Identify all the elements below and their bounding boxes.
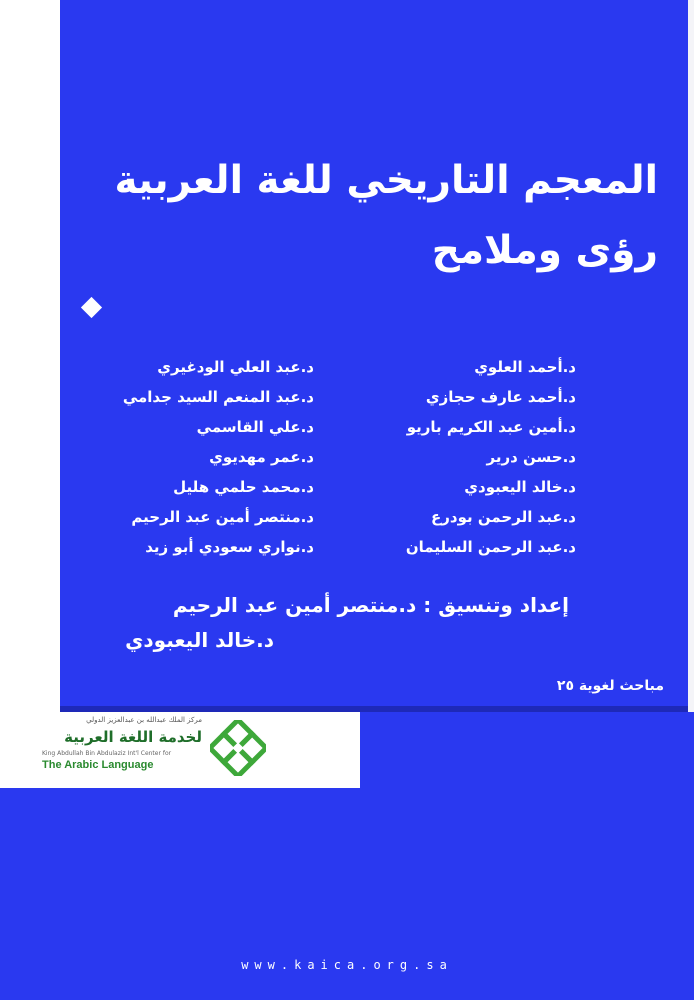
author-name: د.حسن درير <box>486 448 576 466</box>
book-title: المعجم التاريخي للغة العربية <box>114 158 658 203</box>
author-name: د.منتصر أمين عبد الرحيم <box>131 508 314 526</box>
authors-column-right <box>366 352 576 562</box>
author-name: د.أحمد العلوي <box>474 358 576 376</box>
publisher-name-ar: لخدمة اللغة العربية <box>64 728 202 746</box>
preparation-credit-second: د.خالد اليعبودي <box>125 628 274 652</box>
white-margin-right <box>688 0 694 712</box>
author-name: د.محمد حلمي هليل <box>173 478 314 496</box>
author-name: د.عبد المنعم السيد جدامي <box>122 388 314 406</box>
publisher-name-en: The Arabic Language <box>42 759 154 771</box>
authors-column-left <box>74 352 314 562</box>
publisher-website[interactable]: www.kaica.org.sa <box>241 958 453 972</box>
publisher-name-ar-small: مركز الملك عبدالله بن عبدالعزيز الدولي <box>86 716 202 724</box>
arabic-calligraphy-logo-icon <box>210 720 266 776</box>
diamond-ornament-icon <box>81 297 102 318</box>
author-name: د.نواري سعودي أبو زيد <box>145 538 314 556</box>
author-name: د.عبد الرحمن بودرع <box>431 508 576 526</box>
book-subtitle: رؤى وملامح <box>431 228 658 273</box>
author-name: د.أمين عبد الكريم باريو <box>406 418 576 436</box>
author-name: د.عبد الرحمن السليمان <box>405 538 576 556</box>
author-name: د.علي القاسمي <box>196 418 314 436</box>
author-name: د.عمر مهديوي <box>209 448 314 466</box>
author-name: د.عبد العلي الودغيري <box>157 358 314 376</box>
publisher-logo <box>40 716 290 780</box>
white-margin-left <box>0 0 60 788</box>
preparation-credit: إعداد وتنسيق : د.منتصر أمين عبد الرحيم <box>172 593 569 617</box>
publisher-name-en-small: King Abdullah Bin Abdulaziz Int'l Center for <box>42 750 172 757</box>
author-name: د.أحمد عارف حجازي <box>425 388 576 406</box>
author-name: د.خالد اليعبودي <box>464 478 576 496</box>
series-label: مباحث لغوية ٢٥ <box>556 678 664 694</box>
